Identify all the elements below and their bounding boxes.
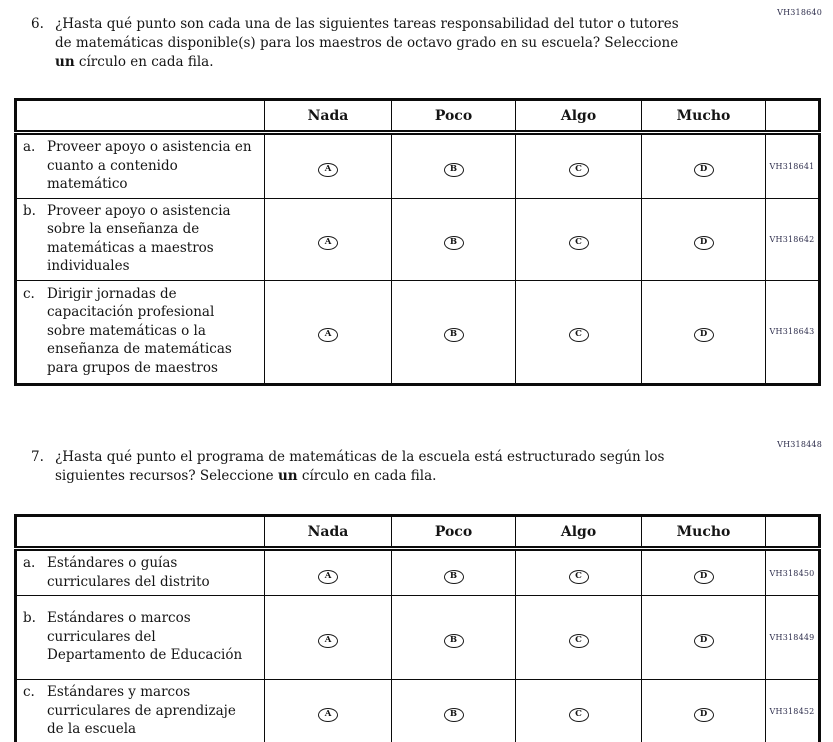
table-row bbox=[16, 680, 820, 742]
header-empty-cell bbox=[16, 516, 265, 549]
option-bubble-c[interactable]: C bbox=[569, 163, 589, 177]
header-code-cell bbox=[766, 100, 820, 133]
option-cell-nada bbox=[265, 680, 392, 742]
option-bubble-a[interactable]: A bbox=[318, 236, 338, 250]
option-bubble-c[interactable]: C bbox=[569, 236, 589, 250]
table-row bbox=[16, 280, 820, 384]
option-cell-mucho bbox=[642, 198, 766, 280]
option-bubble-d[interactable]: D bbox=[694, 708, 714, 722]
option-bubble-b[interactable]: B bbox=[444, 163, 464, 177]
row-text: Proveer apoyo o asistencia sobre la enseñanza de matemáticas a maestros individuales bbox=[47, 202, 231, 274]
option-bubble-b[interactable]: B bbox=[444, 634, 464, 648]
row-accession-code: VH318450 bbox=[766, 549, 820, 596]
row-accession-code: VH318452 bbox=[766, 680, 820, 742]
option-cell-mucho bbox=[642, 133, 766, 199]
table-header-row bbox=[16, 100, 820, 133]
header-code-cell bbox=[766, 516, 820, 549]
column-header-poco: Poco bbox=[392, 516, 516, 549]
option-bubble-c[interactable]: C bbox=[569, 708, 589, 722]
question7-text-bold: un bbox=[277, 468, 298, 484]
option-cell-algo bbox=[516, 198, 642, 280]
option-cell-mucho bbox=[642, 680, 766, 742]
row-description bbox=[16, 596, 265, 680]
option-cell-poco bbox=[392, 198, 516, 280]
row-description bbox=[16, 549, 265, 596]
row-description bbox=[16, 133, 265, 199]
option-cell-nada bbox=[265, 198, 392, 280]
question7-stem bbox=[31, 448, 715, 486]
option-cell-algo bbox=[516, 596, 642, 680]
option-bubble-a[interactable]: A bbox=[318, 163, 338, 177]
option-cell-algo bbox=[516, 133, 642, 199]
option-cell-nada bbox=[265, 549, 392, 596]
option-cell-poco bbox=[392, 680, 516, 742]
option-bubble-c[interactable]: C bbox=[569, 634, 589, 648]
question7-text-suffix: círculo en cada fila. bbox=[297, 468, 437, 484]
row-accession-code: VH318449 bbox=[766, 596, 820, 680]
row-text: Estándares o marcos curriculares del Departamento de Educación bbox=[47, 610, 243, 664]
option-cell-mucho bbox=[642, 549, 766, 596]
option-cell-nada bbox=[265, 280, 392, 384]
option-cell-poco bbox=[392, 133, 516, 199]
option-cell-poco bbox=[392, 280, 516, 384]
option-cell-algo bbox=[516, 280, 642, 384]
row-text: Proveer apoyo o asistencia en cuanto a contenido matemático bbox=[47, 139, 252, 192]
row-letter: a. bbox=[23, 555, 36, 571]
option-bubble-a[interactable]: A bbox=[318, 570, 338, 584]
row-description bbox=[16, 198, 265, 280]
question7-text-prefix: ¿Hasta qué punto el programa de matemáticas de la escuela está estructurado según los siguientes recursos? Seleccione bbox=[55, 449, 665, 484]
row-text: Dirigir jornadas de capacitación profesional sobre matemáticas o la enseñanza de matemáticas para grupos de maestros bbox=[47, 285, 232, 376]
row-letter: a. bbox=[23, 139, 36, 155]
column-header-algo: Algo bbox=[516, 100, 642, 133]
row-text: Estándares o guías curriculares del distrito bbox=[47, 555, 210, 590]
column-header-mucho: Mucho bbox=[642, 516, 766, 549]
row-accession-code: VH318643 bbox=[766, 280, 820, 384]
question6-response-table bbox=[14, 98, 821, 386]
table-row bbox=[16, 198, 820, 280]
option-cell-algo bbox=[516, 680, 642, 742]
question6-stem bbox=[31, 15, 691, 72]
option-cell-algo bbox=[516, 549, 642, 596]
option-bubble-c[interactable]: C bbox=[569, 570, 589, 584]
option-bubble-a[interactable]: A bbox=[318, 708, 338, 722]
question6-number: 6. bbox=[31, 16, 44, 32]
option-cell-poco bbox=[392, 549, 516, 596]
option-cell-nada bbox=[265, 133, 392, 199]
question6-accession-code: VH318640 bbox=[777, 8, 822, 17]
column-header-mucho: Mucho bbox=[642, 100, 766, 133]
column-header-nada: Nada bbox=[265, 516, 392, 549]
option-bubble-c[interactable]: C bbox=[569, 328, 589, 342]
option-bubble-b[interactable]: B bbox=[444, 328, 464, 342]
option-cell-mucho bbox=[642, 280, 766, 384]
question7-accession-code: VH318448 bbox=[777, 440, 822, 449]
row-description bbox=[16, 280, 265, 384]
question6-text-bold: un bbox=[55, 54, 75, 70]
option-bubble-d[interactable]: D bbox=[694, 236, 714, 250]
option-bubble-a[interactable]: A bbox=[318, 328, 338, 342]
row-accession-code: VH318642 bbox=[766, 198, 820, 280]
header-empty-cell bbox=[16, 100, 265, 133]
table-header-row bbox=[16, 516, 820, 549]
row-description bbox=[16, 680, 265, 742]
option-bubble-d[interactable]: D bbox=[694, 163, 714, 177]
question7-text bbox=[55, 448, 715, 486]
column-header-poco: Poco bbox=[392, 100, 516, 133]
option-bubble-b[interactable]: B bbox=[444, 570, 464, 584]
option-cell-nada bbox=[265, 596, 392, 680]
question6-text-suffix: círculo en cada fila. bbox=[74, 54, 214, 70]
row-letter: c. bbox=[23, 285, 35, 302]
row-text: Estándares y marcos curriculares de aprendizaje de la escuela bbox=[47, 684, 236, 737]
question6-text-prefix: ¿Hasta qué punto son cada una de las siguientes tareas responsabilidad del tutor o tutores de matemáticas disponible(s) para los maestros de octavo grado en su escuela? Seleccione bbox=[55, 16, 679, 51]
question7-number: 7. bbox=[31, 449, 44, 465]
option-bubble-b[interactable]: B bbox=[444, 708, 464, 722]
option-cell-poco bbox=[392, 596, 516, 680]
row-letter: b. bbox=[23, 202, 36, 219]
table-row bbox=[16, 133, 820, 199]
row-letter: b. bbox=[23, 610, 36, 627]
option-bubble-d[interactable]: D bbox=[694, 634, 714, 648]
option-bubble-a[interactable]: A bbox=[318, 634, 338, 648]
question7-response-table bbox=[14, 514, 821, 742]
row-letter: c. bbox=[23, 684, 35, 700]
option-bubble-b[interactable]: B bbox=[444, 236, 464, 250]
option-bubble-d[interactable]: D bbox=[694, 328, 714, 342]
table-row bbox=[16, 549, 820, 596]
column-header-nada: Nada bbox=[265, 100, 392, 133]
option-bubble-d[interactable]: D bbox=[694, 570, 714, 584]
question6-text bbox=[55, 15, 691, 72]
column-header-algo: Algo bbox=[516, 516, 642, 549]
option-cell-mucho bbox=[642, 596, 766, 680]
row-accession-code: VH318641 bbox=[766, 133, 820, 199]
table-row bbox=[16, 596, 820, 680]
